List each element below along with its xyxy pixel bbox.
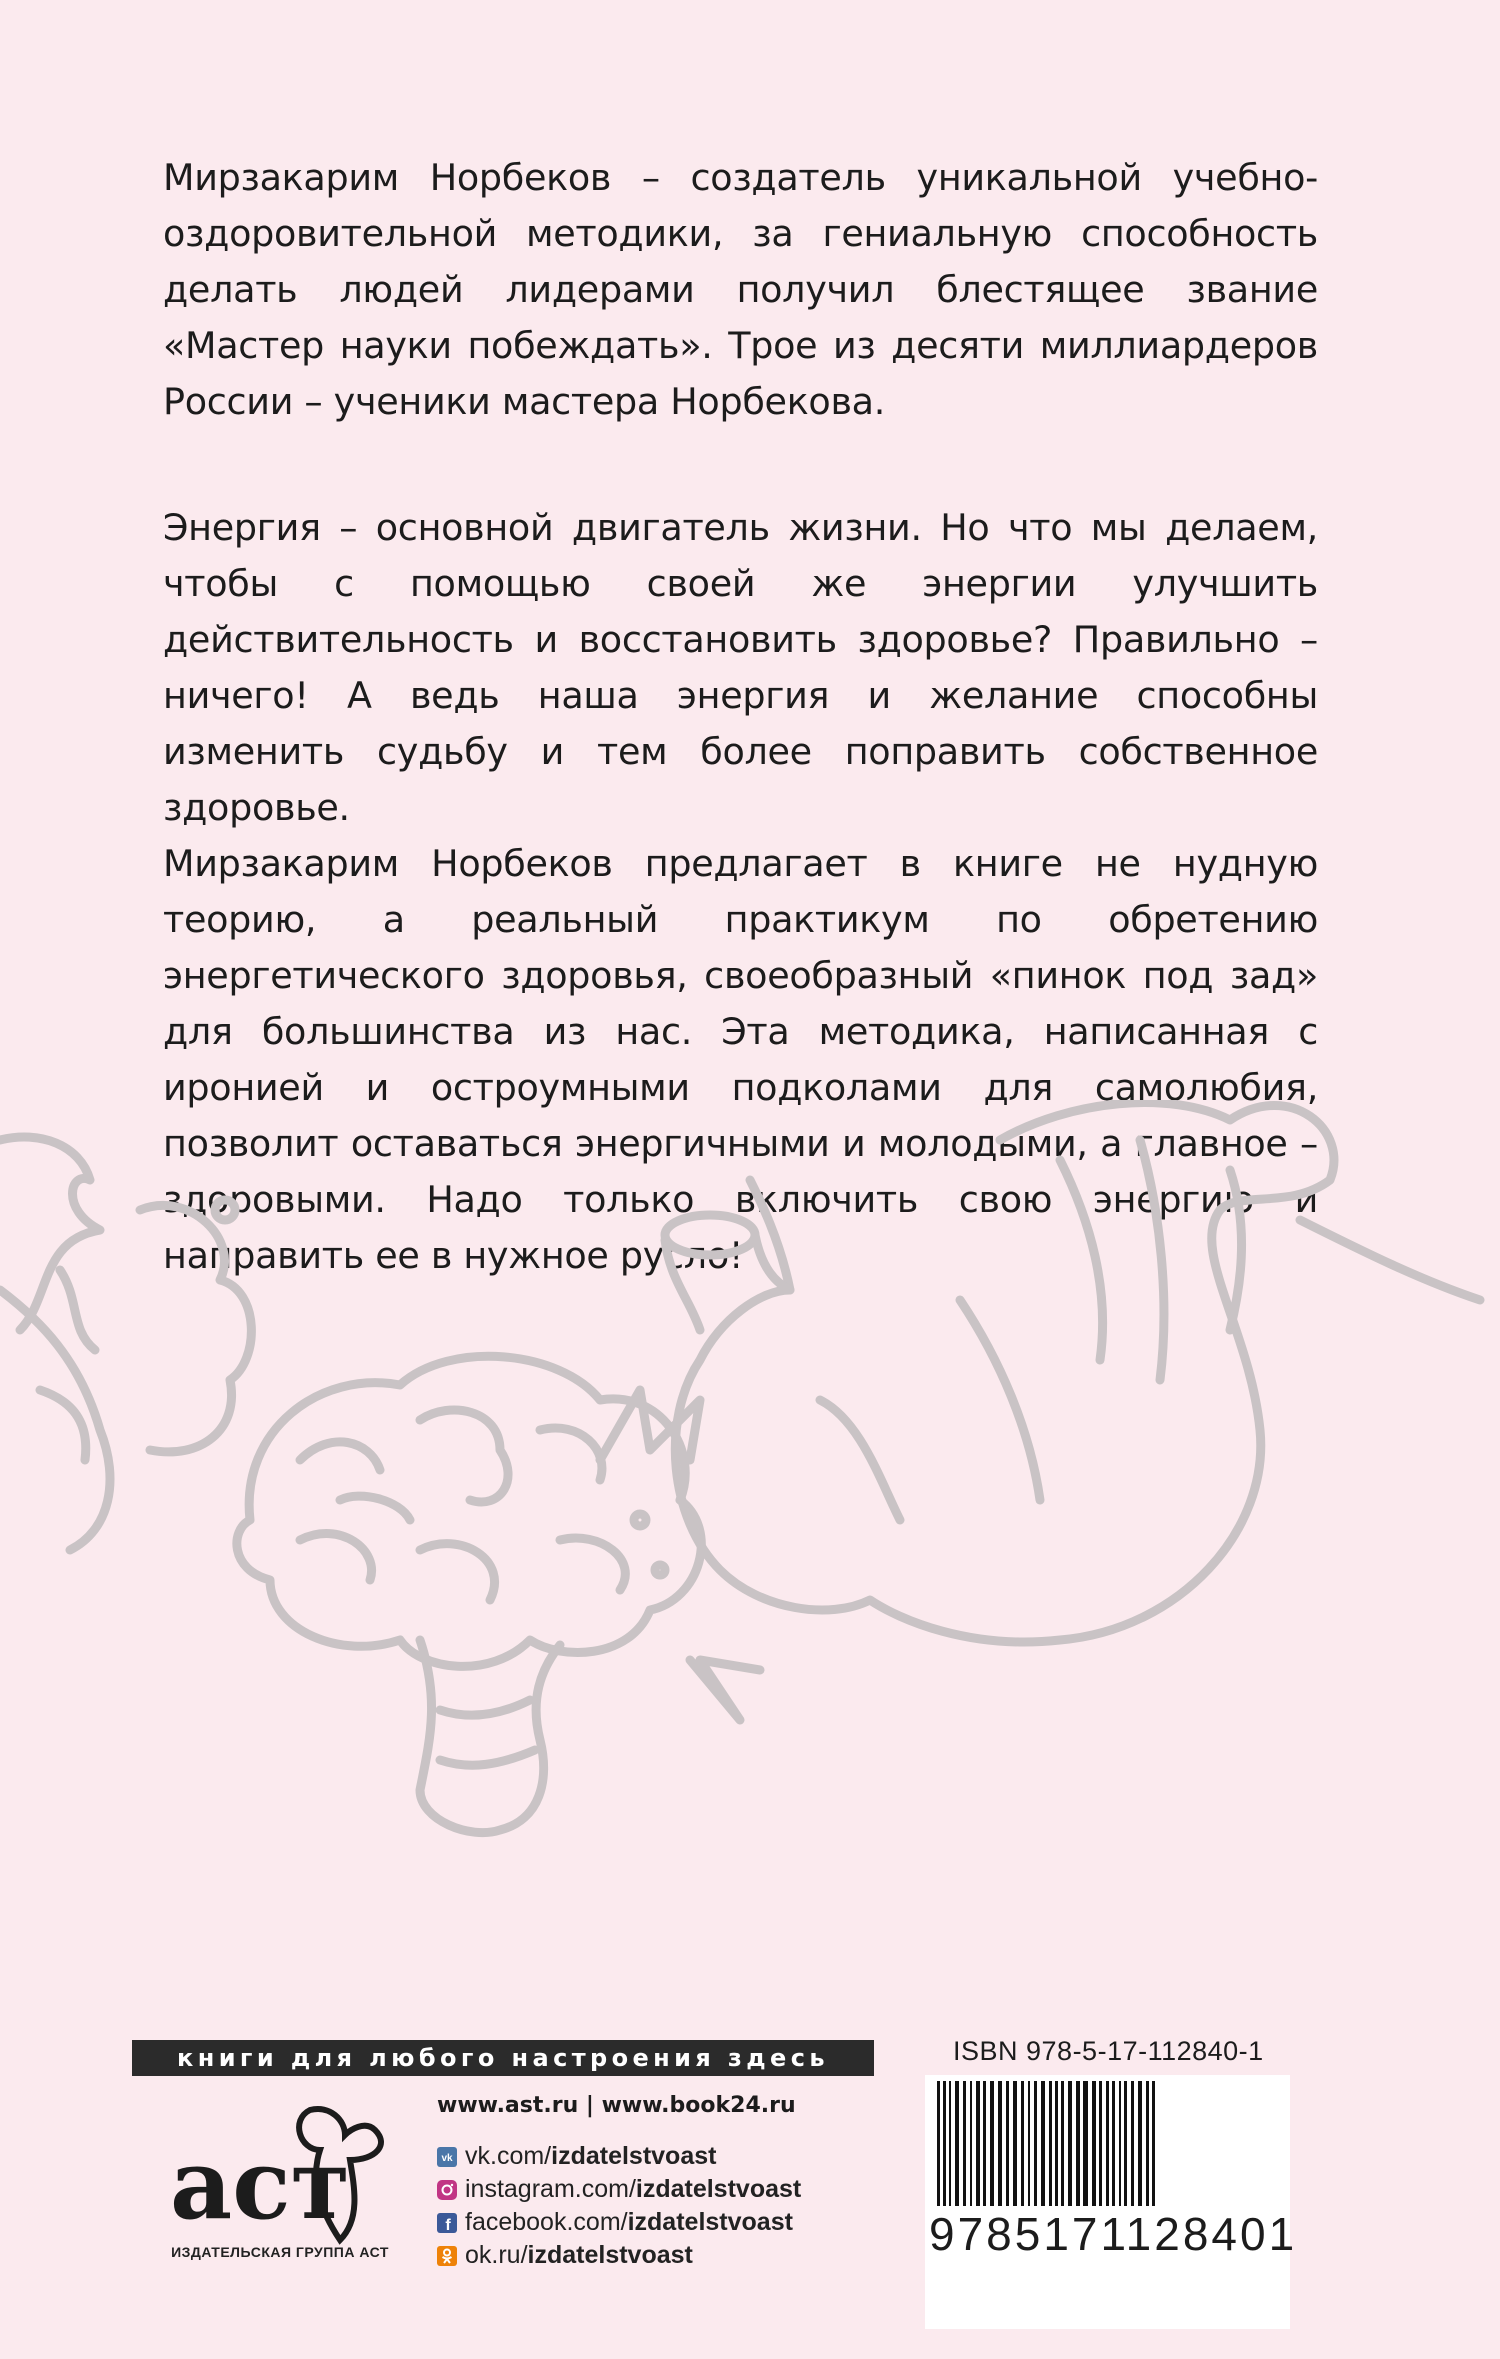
instagram-icon xyxy=(437,2180,457,2200)
vk-icon xyxy=(437,2147,457,2167)
slogan-banner: книги для любого настроения здесь xyxy=(132,2040,874,2076)
svg-text:f: f xyxy=(445,2216,451,2233)
description-paragraph-1: Энергия – основной двигатель жизни. Но что мы делаем, чтобы с помощью своей же энергии улучшить действительность и восстановить здоровье? Правильно – ничего! А ведь наша энергия и желание способны изменить судьбу и тем более поправить собственное здоровье. xyxy=(163,506,1318,829)
brain-stomach-illustration xyxy=(0,1100,1500,2050)
publisher-websites[interactable]: www.ast.ru | www.book24.ru xyxy=(437,2093,796,2118)
stomach-drawing xyxy=(665,1103,1480,1642)
social-ok-prefix: ok.ru/ xyxy=(465,2241,528,2269)
social-links xyxy=(437,2140,801,2272)
facebook-icon xyxy=(437,2213,457,2233)
logo-text: аст xyxy=(170,2128,351,2241)
isbn-number: ISBN 978-5-17-112840-1 xyxy=(953,2036,1264,2066)
publisher-caption: ИЗДАТЕЛЬСКАЯ ГРУППА АСТ xyxy=(171,2244,389,2260)
social-facebook-prefix: facebook.com/ xyxy=(465,2208,628,2236)
social-vk[interactable] xyxy=(437,2140,801,2173)
ast-logo xyxy=(160,2090,430,2260)
jester-hat-drawing xyxy=(0,1137,251,1550)
social-vk-prefix: vk.com/ xyxy=(465,2142,552,2170)
social-facebook[interactable] xyxy=(437,2206,801,2239)
isbn-barcode xyxy=(925,2075,1298,2329)
author-bio-text: Мирзакарим Норбеков – создатель уникальной учебно-оздоровительной методики, за гениальную способность делать людей лидерами получил блестящее звание «Мастер науки побеждать». Трое из десяти миллиардеров России – ученики мастера Норбекова. xyxy=(163,156,1318,423)
social-instagram-handle: izdatelstvoast xyxy=(635,2175,802,2203)
odnoklassniki-icon xyxy=(437,2246,457,2266)
social-odnoklassniki[interactable] xyxy=(437,2239,801,2272)
barcode-digits: 9785171128401 xyxy=(929,2208,1298,2260)
social-instagram-prefix: instagram.com/ xyxy=(465,2175,636,2203)
brain-drawing xyxy=(237,1356,701,1832)
social-vk-handle: izdatelstvoast xyxy=(551,2142,717,2170)
barcode-bars xyxy=(925,2075,1290,2215)
author-bio xyxy=(163,150,1318,430)
social-ok-handle: izdatelstvoast xyxy=(527,2241,693,2269)
svg-text:vk: vk xyxy=(441,2152,453,2164)
social-instagram[interactable] xyxy=(437,2173,801,2206)
description-paragraph-2: Мирзакарим Норбеков предлагает в книге не нудную теорию, а реальный практикум по обретению энергетического здоровья, своеобразный «пинок под зад» для большинства из нас. Эта методика, написанная с иронией и остроумными подколами для самолюбия, позволит оставаться энергичными и молодыми, а главное – здоровыми. Надо только включить свою энергию и направить ее в нужное русло! xyxy=(163,842,1318,1277)
social-facebook-handle: izdatelstvoast xyxy=(627,2208,793,2236)
